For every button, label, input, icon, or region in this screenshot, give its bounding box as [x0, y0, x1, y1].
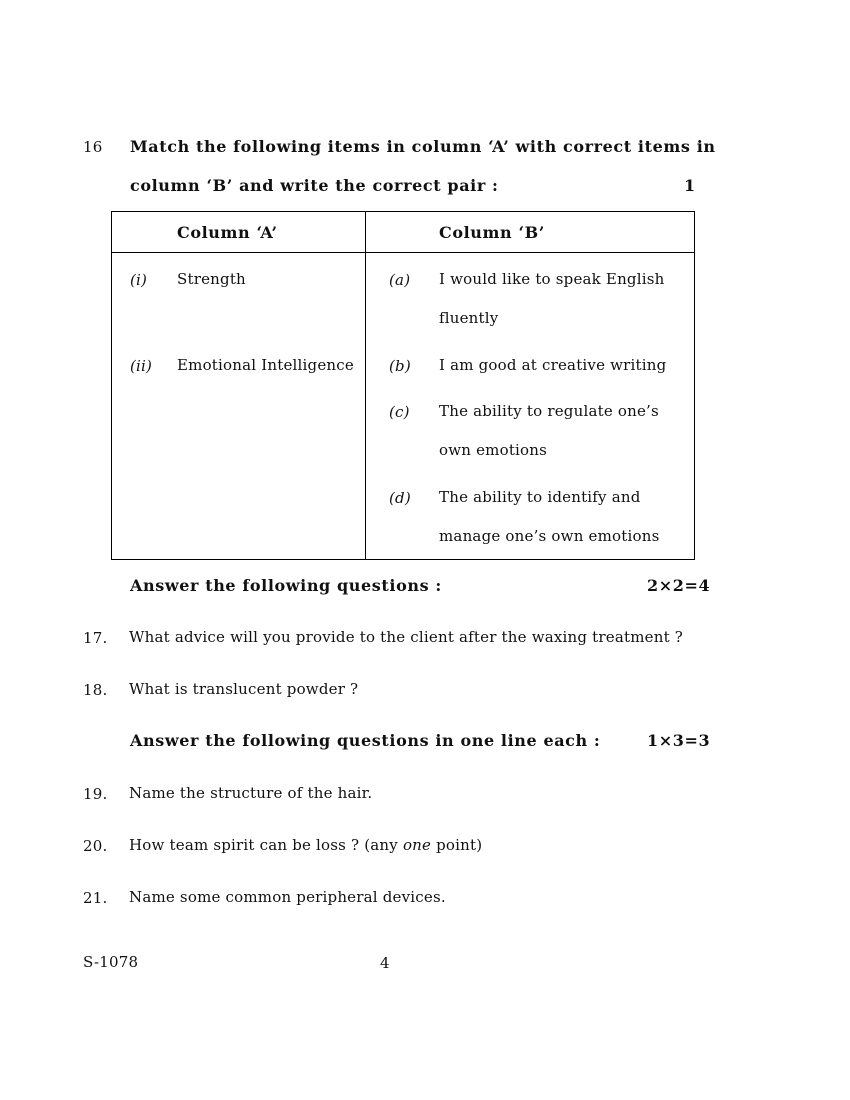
question-number: 19. — [83, 785, 108, 803]
paper-code: S-1078 — [83, 953, 139, 971]
question-text: What is translucent powder ? — [129, 680, 359, 698]
item-label: (a) — [389, 271, 411, 289]
question-number: 17. — [83, 629, 108, 647]
item-label: (ii) — [130, 357, 153, 375]
item-text: I would like to speak English — [439, 270, 665, 288]
column-a-header: Column ‘A’ — [177, 223, 278, 242]
item-text: own emotions — [439, 441, 548, 459]
item-text: manage one’s own emotions — [439, 527, 660, 545]
item-text: The ability to identify and — [439, 488, 641, 506]
item-label: (i) — [130, 271, 148, 289]
item-label: (d) — [389, 489, 411, 507]
question-text: Match the following items in column ‘A’ with correct items in — [130, 137, 716, 156]
question-text: Name some common peripheral devices. — [129, 888, 446, 906]
item-text: Emotional Intelligence — [177, 356, 354, 374]
question-text: column ‘B’ and write the correct pair : — [130, 176, 499, 195]
column-b-header: Column ‘B’ — [439, 223, 545, 242]
question-number: 21. — [83, 889, 108, 907]
item-text: fluently — [439, 309, 499, 327]
section-marks: 1×3=3 — [647, 731, 711, 750]
question-text-part: point) — [431, 836, 483, 854]
item-label: (c) — [389, 403, 410, 421]
question-number: 20. — [83, 837, 108, 855]
section-heading: Answer the following questions in one line each : — [130, 731, 601, 750]
table-divider — [365, 212, 366, 559]
question-text-emphasis: one — [402, 836, 432, 854]
page-number: 4 — [380, 954, 390, 972]
marks: 1 — [684, 176, 696, 195]
question-text — [129, 836, 482, 854]
question-text-part: How team spirit can be loss ? (any — [129, 836, 403, 854]
question-number: 16 — [83, 138, 103, 156]
section-marks: 2×2=4 — [647, 576, 711, 595]
item-text: I am good at creative writing — [439, 356, 667, 374]
question-text: What advice will you provide to the client after the waxing treatment ? — [129, 628, 684, 646]
table-divider — [112, 252, 694, 253]
section-heading: Answer the following questions : — [130, 576, 442, 595]
item-text: The ability to regulate one’s — [439, 402, 659, 420]
item-text: Strength — [177, 270, 246, 288]
question-number: 18. — [83, 681, 108, 699]
match-table — [111, 211, 695, 560]
question-text: Name the structure of the hair. — [129, 784, 373, 802]
item-label: (b) — [389, 357, 411, 375]
